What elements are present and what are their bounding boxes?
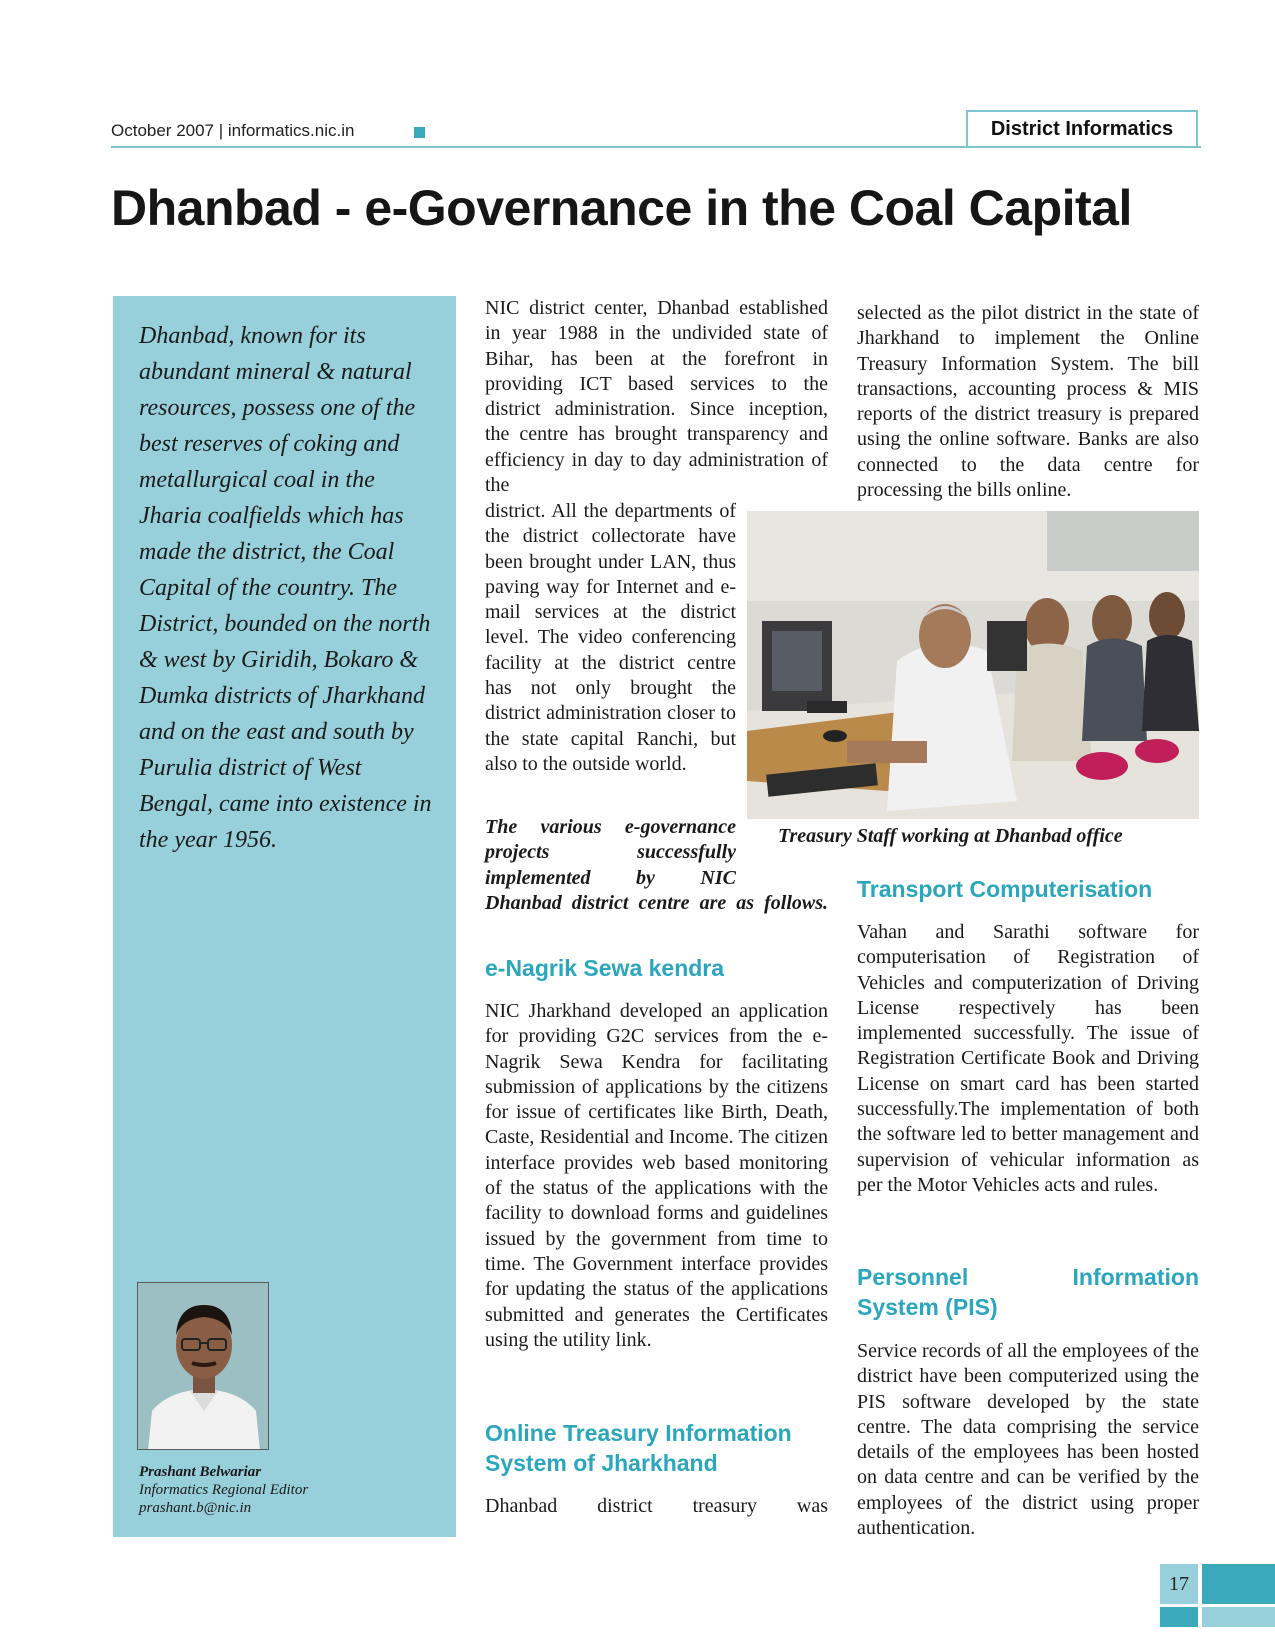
intro-paragraph: NIC district center, Dhanbad established in year 1988 in the undivided state of Bihar, has been at the forefront in providing ICT based services to the district administration. Since inception, the centre has brought transparency and efficiency in day to day administration of the (485, 297, 828, 497)
projects-lead-b: Dhanbad district centre are as follows. (485, 892, 828, 914)
footer-bar-lower-right (1202, 1607, 1275, 1627)
header-rule (111, 146, 1201, 148)
heading-pis-1: Personnel Information (857, 1264, 1199, 1290)
pis-paragraph: Service records of all the employees of the district have been computerized using the PIS software developed by the state centre. The data comprising the service details of the employees has been hosted on data centre and can be verified by the employees of the district using proper authentication. (857, 1340, 1199, 1540)
treasury-paragraph-continued: selected as the pilot district in the state of Jharkhand to implement the Online Treasury Information System. The bill transactions, accounting process & MIS reports of the district treasury is prepared using the online software. Banks are also connected to the data centre for processing the bills online. (857, 302, 1199, 502)
treasury-staff-photo (747, 511, 1199, 819)
intro-paragraph-continued: district. All the departments of the district collectorate have been brought under LAN, thus paving way for Internet and e-mail services at the district level. The video conferencing facility at the district centre has not only brought the district administration closer to the state capital Ranchi, but also to the outside world. (485, 500, 736, 775)
header-square-marker (414, 127, 425, 138)
author-photo (137, 1282, 269, 1450)
treasury-paragraph: Dhanbad district treasury was (485, 1495, 828, 1517)
issue-and-site: October 2007 | informatics.nic.in (111, 121, 355, 140)
heading-online-treasury-2: System of Jharkhand (485, 1450, 718, 1476)
intro-text: Dhanbad, known for its abundant mineral & natural resources, possess one of the best reserves of coking and metallurgical coal in the Jharia coalfields which has made the district, the Coal Capital of the country. The District, bounded on the north & west by Giridih, Bokaro & Dumka districts of Jharkhand and on the east and south by Purulia district of West Bengal, came into existence in the year 1956. (139, 323, 432, 853)
author-role: Informatics Regional Editor (139, 1482, 309, 1498)
heading-online-treasury-1: Online Treasury Information (485, 1420, 792, 1446)
heading-pis-2: System (PIS) (857, 1294, 998, 1320)
author-name: Prashant Belwariar (139, 1464, 262, 1480)
projects-lead-a: The various e-governance projects successfully implemented by NIC (485, 816, 736, 889)
section-label: District Informatics (966, 110, 1198, 146)
heading-enagrik: e-Nagrik Sewa kendra (485, 955, 725, 981)
article-title: Dhanbad - e-Governance in the Coal Capital (111, 180, 1132, 236)
heading-transport: Transport Computerisation (857, 876, 1153, 902)
author-email: prashant.b@nic.in (139, 1500, 252, 1516)
page-number: 17 (1160, 1564, 1198, 1604)
photo-caption: Treasury Staff working at Dhanbad office (778, 825, 1123, 847)
footer-bar (1202, 1564, 1275, 1604)
enagrik-paragraph: NIC Jharkhand developed an application for providing G2C services from the e-Nagrik Sewa Kendra for facilitating submission of applications by the citizens for issue of certificates like Birth, Death, Caste, Residential and Income. The citizen interface provides web based monitoring of the status of the applications with the facility to download forms and guidelines issued by the government from time to time. The Government interface provides for updating the status of the applications submitted and generates the Certificates using the utility link. (485, 1000, 828, 1351)
footer-bar-lower (1160, 1607, 1198, 1627)
transport-paragraph: Vahan and Sarathi software for computerisation of Registration of Vehicles and computerization of Driving License respectively has been implemented successfully. The issue of Registration Certificate Book and Driving License on smart card has been started successfully.The implementation of both the software led to better management and supervision of vehicular information as per the Motor Vehicles acts and rules. (857, 921, 1199, 1196)
